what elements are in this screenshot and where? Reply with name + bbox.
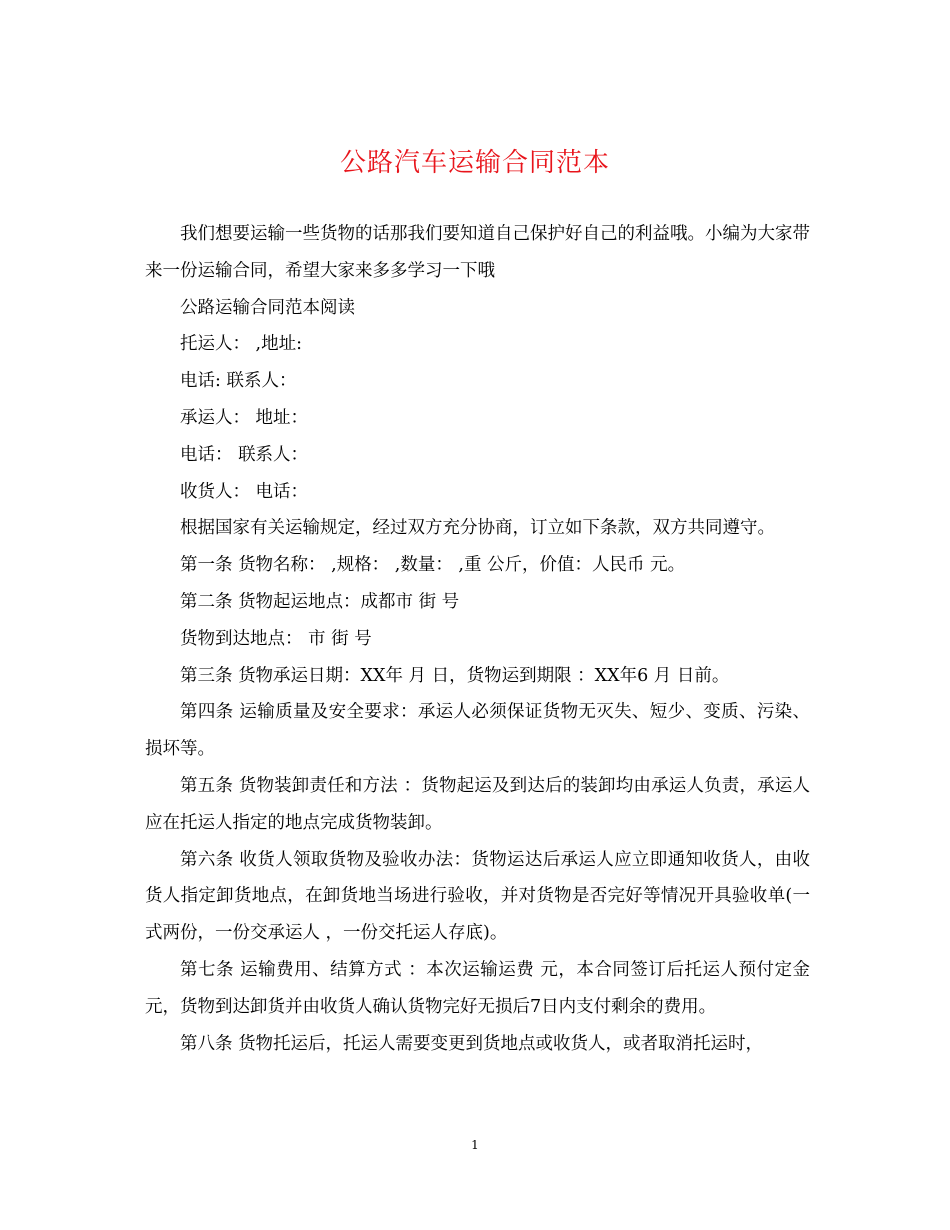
carrier-line: 承运人： 地址： [180,407,309,428]
article-7: 第七条 运输费用、结算方式 ：本次运输运费 元，本合同签订后托运人预付定金 元，货物到达卸货并由收货人确认货物完好无损后7日内支付剩余的费用。 [145,959,810,1017]
article-4: 第四条 运输质量及安全要求：承运人必须保证货物无灭失、短少、变质、污染、损坏等。 [145,702,810,760]
intro-paragraph: 我们想要运输一些货物的话那我们要知道自己保护好自己的利益哦。小编为大家带来一份运输合同，希望大家来多多学习一下哦 [145,224,810,281]
preamble-paragraph: 根据国家有关运输规定，经过双方充分协商，订立如下条款，双方共同遵守。 [180,518,775,539]
article-2: 第二条 货物起运地点：成都市 街 号 [180,591,460,612]
page-number: 1 [471,1138,479,1152]
article-2-destination: 货物到达地点： 市 街 号 [180,628,372,649]
subtitle-paragraph: 公路运输合同范本阅读 [180,297,355,318]
shipper-line: 托运人： ,地址: [180,334,303,355]
consignee-line: 收货人： 电话： [180,481,309,502]
article-3: 第三条 货物承运日期：XX年 月 日，货物运到期限 ：XX年6 月 日前。 [180,665,730,686]
article-1: 第一条 货物名称： ,规格： ,数量： ,重 公斤，价值：人民币 元。 [180,555,686,576]
document-title: 公路汽车运输合同范本 [339,148,610,178]
document-body [145,216,810,1062]
shipper-phone-line: 电话: 联系人： [180,371,297,392]
carrier-phone-line: 电话： 联系人： [180,444,309,465]
article-5: 第五条 货物装卸责任和方法 ：货物起运及到达后的装卸均由承运人负责，承运人应在托运人指定的地点完成货物装卸。 [145,775,810,833]
article-8: 第八条 货物托运后，托运人需要变更到货地点或收货人，或者取消托运时， [180,1033,764,1054]
article-6: 第六条 收货人领取货物及验收办法：货物运达后承运人应立即通知收货人，由收货人指定卸货地点，在卸货地当场进行验收，并对货物是否完好等情况开具验收单(一式两份，一份交承运人 ，一份交托运人存底)。 [145,849,810,944]
